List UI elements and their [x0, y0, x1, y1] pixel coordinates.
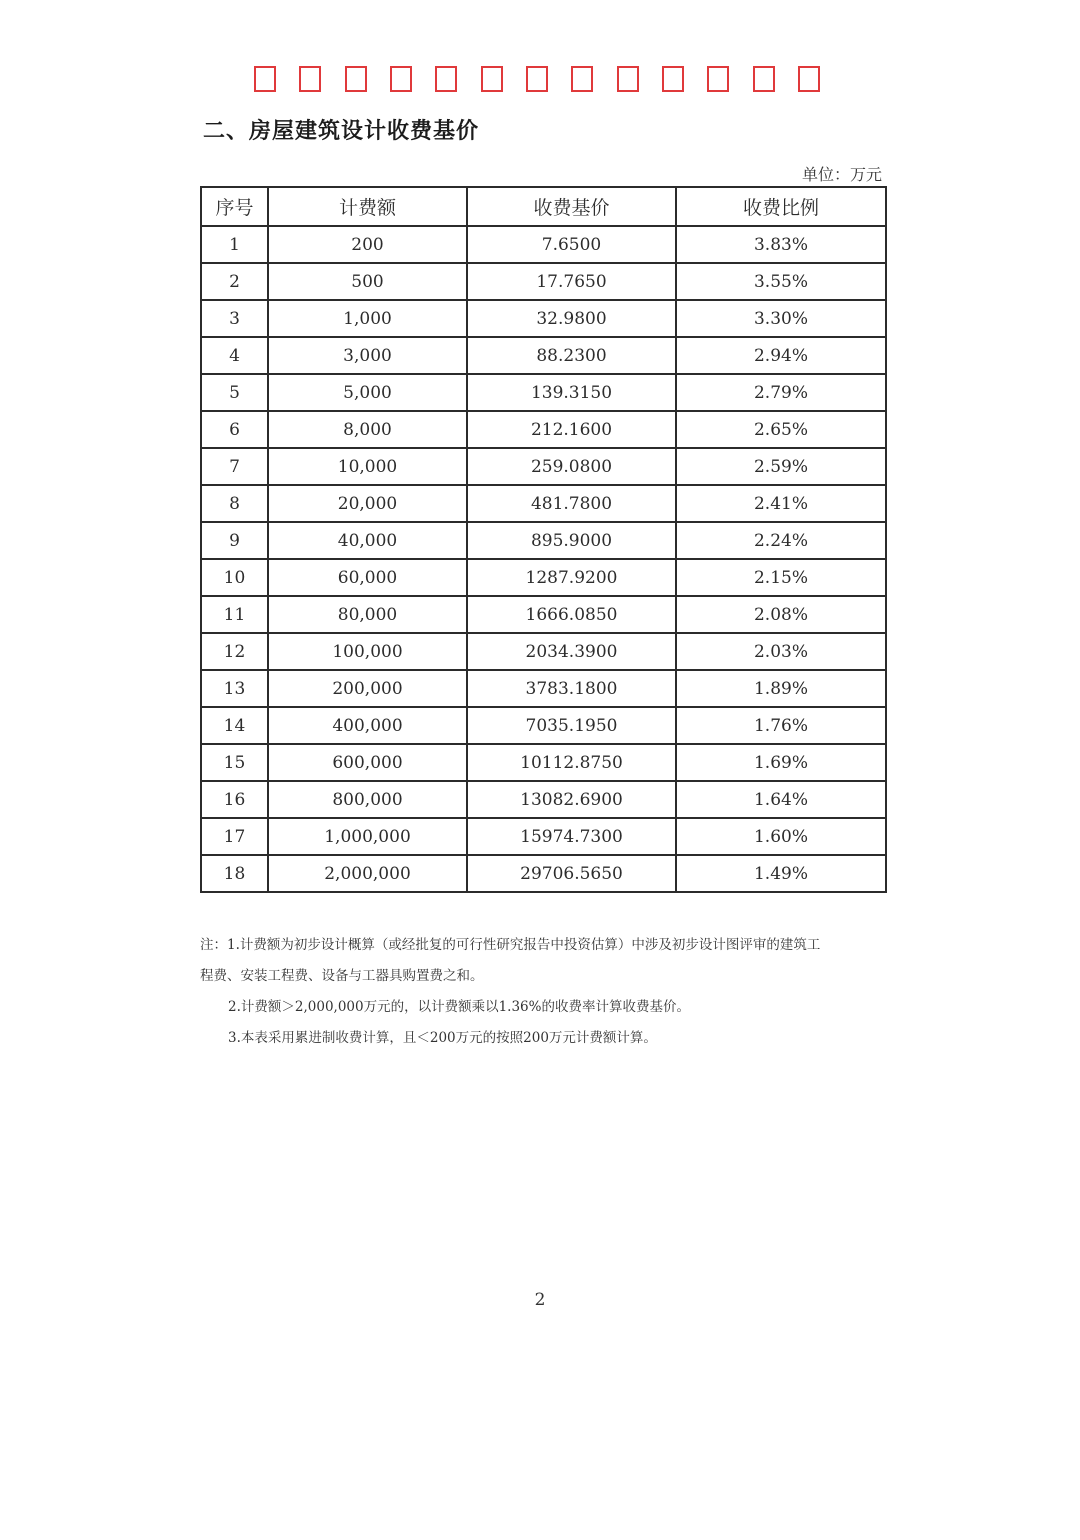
- table-row: [201, 263, 886, 300]
- cell-index: 9: [201, 522, 268, 559]
- cell-fee-ratio: 2.41%: [676, 485, 886, 522]
- column-header-fee-ratio: 收费比例: [676, 187, 886, 226]
- red-box: [299, 66, 321, 92]
- fee-table: [200, 186, 887, 893]
- cell-base-price: 15974.7300: [467, 818, 676, 855]
- section-heading: 二、房屋建筑设计收费基价: [203, 119, 480, 144]
- cell-base-price: 13082.6900: [467, 781, 676, 818]
- cell-fee-base: 400,000: [268, 707, 467, 744]
- table-row: [201, 300, 886, 337]
- cell-index: 2: [201, 263, 268, 300]
- cell-index: 11: [201, 596, 268, 633]
- red-box: [571, 66, 593, 92]
- table-row: [201, 485, 886, 522]
- cell-index: 7: [201, 448, 268, 485]
- cell-fee-base: 60,000: [268, 559, 467, 596]
- cell-index: 15: [201, 744, 268, 781]
- cell-fee-ratio: 1.49%: [676, 855, 886, 892]
- cell-index: 16: [201, 781, 268, 818]
- table-row: [201, 707, 886, 744]
- table-row: [201, 411, 886, 448]
- cell-fee-ratio: 1.89%: [676, 670, 886, 707]
- cell-fee-base: 80,000: [268, 596, 467, 633]
- cell-fee-ratio: 2.65%: [676, 411, 886, 448]
- cell-fee-base: 8,000: [268, 411, 467, 448]
- cell-base-price: 29706.5650: [467, 855, 676, 892]
- cell-fee-base: 10,000: [268, 448, 467, 485]
- cell-base-price: 1666.0850: [467, 596, 676, 633]
- cell-fee-base: 20,000: [268, 485, 467, 522]
- red-box: [435, 66, 457, 92]
- cell-fee-ratio: 2.08%: [676, 596, 886, 633]
- cell-fee-ratio: 2.79%: [676, 374, 886, 411]
- cell-fee-base: 2,000,000: [268, 855, 467, 892]
- cell-fee-base: 800,000: [268, 781, 467, 818]
- cell-index: 5: [201, 374, 268, 411]
- cell-base-price: 17.7650: [467, 263, 676, 300]
- cell-base-price: 88.2300: [467, 337, 676, 374]
- note-1: 注：1.计费额为初步设计概算（或经批复的可行性研究报告中投资估算）中涉及初步设计图评审的建筑工: [200, 937, 821, 953]
- cell-fee-base: 3,000: [268, 337, 467, 374]
- cell-base-price: 259.0800: [467, 448, 676, 485]
- red-box: [481, 66, 503, 92]
- table-row: [201, 818, 886, 855]
- cell-index: 10: [201, 559, 268, 596]
- table-header-row: [201, 187, 886, 226]
- cell-index: 14: [201, 707, 268, 744]
- cell-fee-base: 40,000: [268, 522, 467, 559]
- table-row: [201, 781, 886, 818]
- cell-fee-ratio: 1.76%: [676, 707, 886, 744]
- cell-fee-base: 200,000: [268, 670, 467, 707]
- table-row: [201, 226, 886, 263]
- table-row: [201, 670, 886, 707]
- cell-fee-ratio: 1.69%: [676, 744, 886, 781]
- red-box: [526, 66, 548, 92]
- table-row: [201, 374, 886, 411]
- table-row: [201, 337, 886, 374]
- table-row: [201, 744, 886, 781]
- cell-base-price: 212.1600: [467, 411, 676, 448]
- table-row: [201, 633, 886, 670]
- cell-base-price: 32.9800: [467, 300, 676, 337]
- cell-fee-ratio: 2.15%: [676, 559, 886, 596]
- cell-index: 13: [201, 670, 268, 707]
- unit-label: 单位：万元: [801, 165, 882, 184]
- table-row: [201, 448, 886, 485]
- cell-index: 6: [201, 411, 268, 448]
- table-body: [201, 226, 886, 892]
- page-number: 2: [534, 1290, 546, 1310]
- table-row: [201, 596, 886, 633]
- cell-fee-ratio: 2.94%: [676, 337, 886, 374]
- cell-fee-base: 600,000: [268, 744, 467, 781]
- note-3: 3.本表采用累进制收费计算，且＜200万元的按照200万元计费额计算。: [228, 1030, 657, 1046]
- column-header-index: 序号: [201, 187, 268, 226]
- table-row: [201, 559, 886, 596]
- cell-index: 18: [201, 855, 268, 892]
- red-box: [345, 66, 367, 92]
- note-1-continued: 程费、安装工程费、设备与工器具购置费之和。: [200, 968, 484, 984]
- note-2: 2.计费额＞2,000,000万元的，以计费额乘以1.36%的收费率计算收费基价。: [228, 999, 690, 1015]
- cell-index: 8: [201, 485, 268, 522]
- cell-fee-ratio: 3.30%: [676, 300, 886, 337]
- cell-base-price: 7035.1950: [467, 707, 676, 744]
- cell-index: 3: [201, 300, 268, 337]
- cell-base-price: 481.7800: [467, 485, 676, 522]
- red-box: [254, 66, 276, 92]
- cell-base-price: 7.6500: [467, 226, 676, 263]
- red-box: [707, 66, 729, 92]
- red-box: [753, 66, 775, 92]
- red-box: [798, 66, 820, 92]
- cell-base-price: 895.9000: [467, 522, 676, 559]
- red-box-header: [254, 66, 820, 96]
- cell-fee-ratio: 1.64%: [676, 781, 886, 818]
- cell-index: 1: [201, 226, 268, 263]
- cell-base-price: 10112.8750: [467, 744, 676, 781]
- cell-fee-ratio: 3.83%: [676, 226, 886, 263]
- column-header-base-price: 收费基价: [467, 187, 676, 226]
- cell-base-price: 3783.1800: [467, 670, 676, 707]
- cell-fee-ratio: 2.24%: [676, 522, 886, 559]
- cell-fee-ratio: 1.60%: [676, 818, 886, 855]
- red-box: [390, 66, 412, 92]
- cell-index: 12: [201, 633, 268, 670]
- cell-index: 17: [201, 818, 268, 855]
- cell-fee-base: 200: [268, 226, 467, 263]
- table-row: [201, 522, 886, 559]
- cell-base-price: 2034.3900: [467, 633, 676, 670]
- cell-base-price: 139.3150: [467, 374, 676, 411]
- notes: [200, 934, 890, 1058]
- red-box: [617, 66, 639, 92]
- cell-fee-base: 5,000: [268, 374, 467, 411]
- cell-base-price: 1287.9200: [467, 559, 676, 596]
- cell-fee-base: 1,000,000: [268, 818, 467, 855]
- red-box: [662, 66, 684, 92]
- cell-fee-ratio: 3.55%: [676, 263, 886, 300]
- column-header-fee-base: 计费额: [268, 187, 467, 226]
- cell-fee-base: 100,000: [268, 633, 467, 670]
- cell-fee-base: 1,000: [268, 300, 467, 337]
- cell-fee-base: 500: [268, 263, 467, 300]
- cell-index: 4: [201, 337, 268, 374]
- cell-fee-ratio: 2.03%: [676, 633, 886, 670]
- cell-fee-ratio: 2.59%: [676, 448, 886, 485]
- table-row: [201, 855, 886, 892]
